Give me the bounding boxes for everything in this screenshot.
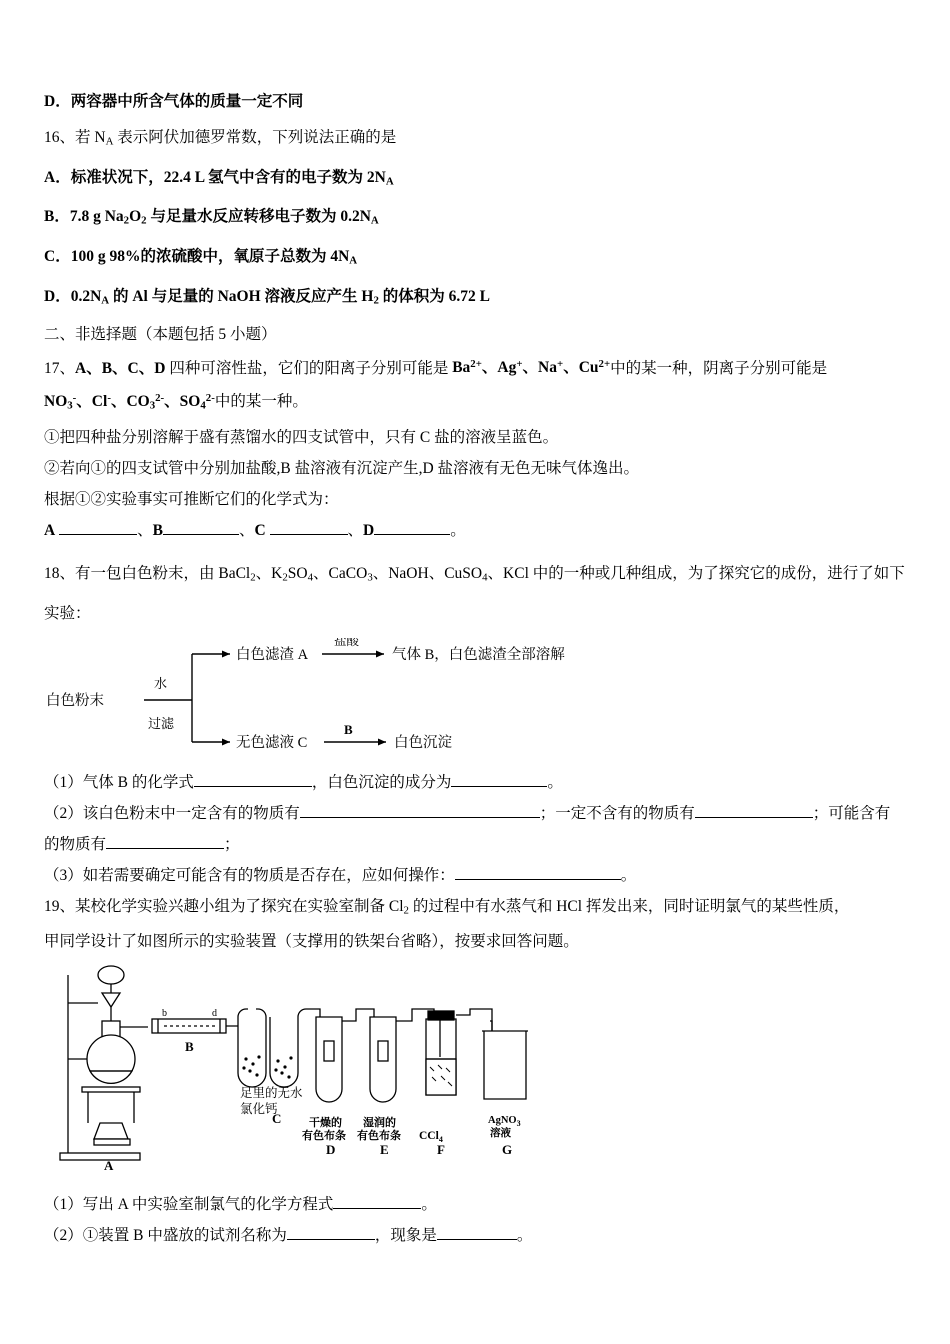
apparatus-label-A: A <box>104 1158 114 1174</box>
apparatus-label-dry-cloth-1: 干燥的 <box>309 1117 342 1130</box>
apparatus-label-G: G <box>502 1142 513 1158</box>
apparatus-label-dry-cloth-2: 有色布条 <box>302 1130 346 1143</box>
apparatus-label-b-port: b <box>162 1008 167 1020</box>
line-q18-sub1: （1）气体 B 的化学式 ，白色沉淀的成分为 。 <box>44 767 906 798</box>
apparatus-label-agno3-1: AgNO$_3$ <box>488 1115 521 1129</box>
line-q18-stem-1: 18、有一包白色粉末，由 BaCl$_2$、$K_2SO_4$、CaCO$_3$、NaOH、CuSO$_4$、KCl 中的一种或几种组成，为了探究它的成份，进行了如下 <box>44 564 905 584</box>
line-q16-stem: 16、若 $N_A$ 表示阿伏加德罗常数，下列说法正确的是 <box>44 129 397 148</box>
line-q19-stem-1: 19、某校化学实验兴趣小组为了探究在实验室制备 $Cl_2$ 的过程中有水蒸气和 HCl 挥发出来，同时证明氯气的某些性质， <box>44 897 850 917</box>
figure-chlorine-apparatus <box>54 963 906 1183</box>
flow-label-gas-result: 气体 B，白色滤渣全部溶解 <box>392 646 565 663</box>
flow-label-residue: 白色滤渣 A <box>236 646 309 663</box>
apparatus-label-wet-cloth-2: 有色布条 <box>357 1130 401 1143</box>
apparatus-svg <box>54 963 574 1178</box>
apparatus-label-d-port: d <box>212 1008 217 1020</box>
line-q16-option-c: C．100 g 98%的浓硫酸中，氧原子总数为 $4N_A$ <box>44 248 358 267</box>
line-q18-stem-2: 实验： <box>44 604 91 622</box>
apparatus-label-agno3-2: 溶液 <box>490 1128 511 1140</box>
line-q17-stem-1: 17、A、B、C、D 四种可溶性盐，它们的阳离子分别可能是 $Ba^{2+}$、Ag+、Na+、$Cu^{2+}$中的某一种，阴离子分别可能是 <box>44 358 828 377</box>
line-q16-option-b: B．7.8 g $Na_2O_2$ 与足量水反应转移电子数为 $0.2N_A$ <box>44 208 379 228</box>
line-q18-sub3: （3）如若需要确定可能含有的物质是否存在，应如何操作： 。 <box>44 860 906 891</box>
apparatus-label-C: C <box>272 1111 282 1127</box>
line-q17-conclusion: 根据①②实验事实可推断它们的化学式为： <box>44 490 339 508</box>
flow-label-acid: 盐酸 <box>334 637 360 648</box>
line-q17-answer-blanks: A 、B 、C 、D 。 <box>44 515 906 546</box>
text-block-middle <box>44 767 906 958</box>
apparatus-label-wet-cloth-1: 湿润的 <box>363 1117 396 1130</box>
line-q17-cond-2: ②若向①的四支试管中分别加盐酸,B 盐溶液有沉淀产生,D 盐溶液有无色无味气体逸出。 <box>44 459 640 477</box>
line-q15-d: D．两容器中所含气体的质量一定不同 <box>44 93 304 110</box>
apparatus-label-D: D <box>326 1142 336 1158</box>
flowchart-svg <box>44 638 604 756</box>
line-q19-stem-2: 甲同学设计了如图所示的实验装置（支撑用的铁架台省略），按要求回答问题。 <box>44 933 579 951</box>
line-q17-cond-1: ①把四种盐分别溶解于盛有蒸馏水的四支试管中，只有 C 盐的溶液呈蓝色。 <box>44 428 559 446</box>
flow-label-water: 水 <box>154 675 168 691</box>
apparatus-label-ccl4: CCl$_4$ <box>419 1130 443 1145</box>
line-q18-sub2a: （2）该白色粉末中一定含有的物质有 ；一定不含有的物质有 ；可能含有 <box>44 798 906 829</box>
line-q16-option-a: A．标准状况下，22.4 L 氢气中含有的电子数为 $2N_A$ <box>44 168 394 188</box>
line-q18-sub2b: 的物质有 ； <box>44 829 906 860</box>
figure-white-powder-flowchart <box>44 638 906 761</box>
line-q17-stem-2: $NO_3^-$、Cl-、$CO_3^{2-}$、$SO_4^{2-}$中的某一种。 <box>44 392 308 412</box>
apparatus-label-B: B <box>185 1039 194 1055</box>
section-heading-2: 二、非选择题（本题包括 5 小题） <box>44 325 277 343</box>
page-content <box>44 84 906 1251</box>
apparatus-label-drying-agent-2: 氯化钙 <box>240 1102 278 1117</box>
flow-label-filter: 过滤 <box>148 715 175 731</box>
line-q19-sub2: （2）①装置 B 中盛放的试剂名称为 ，现象是 。 <box>44 1220 906 1251</box>
flow-label-filtrate: 无色滤液 C <box>236 734 308 751</box>
flow-label-precipitate: 白色沉淀 <box>394 734 452 751</box>
apparatus-label-drying-agent-1: 足里的无水 <box>240 1086 303 1101</box>
flow-label-reagent-b: B <box>344 721 353 737</box>
text-block-bottom <box>44 1189 906 1251</box>
apparatus-label-F: F <box>437 1142 445 1158</box>
line-q16-option-d: D．$0.2N_A$ 的 Al 与足量的 NaOH 溶液反应产生 $H_2$ 的体积为 6.72 L <box>44 287 490 307</box>
text-block-top <box>44 84 906 632</box>
flow-label-start: 白色粉末 <box>46 692 104 709</box>
apparatus-label-E: E <box>380 1142 389 1158</box>
line-q19-sub1: （1）写出 A 中实验室制氯气的化学方程式 。 <box>44 1189 906 1220</box>
